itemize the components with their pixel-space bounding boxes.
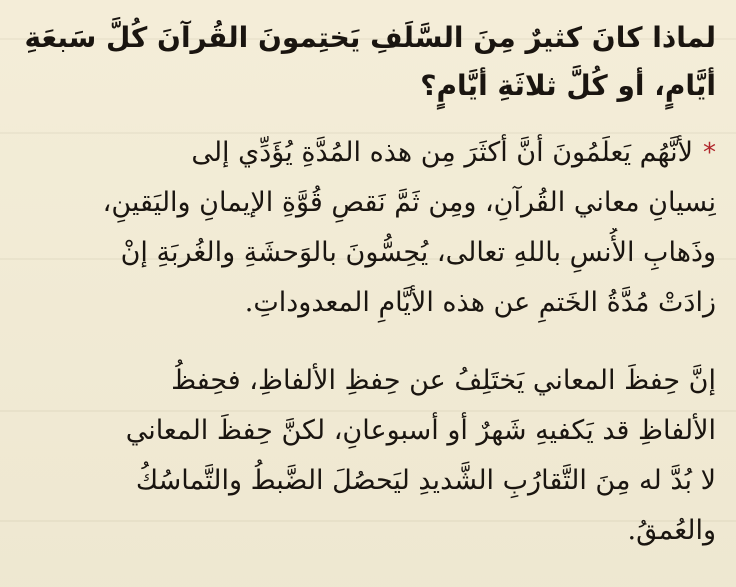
star-marker-icon: *: [703, 138, 716, 168]
paragraph-line: نِسيانِ معاني القُرآنِ، ومِن ثَمَّ نَقصِ قُوَّةِ الإيمانِ واليَقينِ،: [102, 187, 716, 218]
paragraph-line-text: لأنَّهُم يَعلَمُونَ أنَّ أكثَرَ مِن هذه المُدَّةِ يُؤَدِّي إلى: [191, 137, 693, 168]
heading-line: أيَّامٍ، أو كُلَّ ثلاثَةِ أيَّامٍ؟: [420, 69, 716, 102]
answer-paragraph-1: [22, 128, 716, 328]
paragraph-line: [22, 128, 716, 178]
page-text: [22, 14, 716, 556]
paragraph-line: والعُمقُ.: [627, 515, 716, 546]
paragraph-line: وذَهابِ الأُنسِ باللهِ تعالى، يُحِسُّونَ بالوَحشَةِ والغُربَةِ إنْ: [120, 237, 716, 268]
paragraph-line: الألفاظِ قد يَكفيهِ شَهرٌ أو أسبوعانِ، لكنَّ حِفظَ المعاني: [125, 415, 716, 446]
answer-paragraph-2: [22, 356, 716, 556]
paragraph-line: إنَّ حِفظَ المعاني يَختَلِفُ عن حِفظِ الألفاظِ، فحِفظُ: [171, 365, 716, 396]
heading-line: لماذا كانَ كثيرٌ مِنَ السَّلَفِ يَختِمونَ القُرآنَ كُلَّ سَبعَةِ: [24, 21, 716, 54]
question-heading: [22, 14, 716, 110]
paragraph-line: لا بُدَّ له مِنَ التَّقارُبِ الشَّديدِ ليَحصُلَ الضَّبطُ والتَّماسُكُ: [135, 465, 716, 496]
paragraph-line: زادَتْ مُدَّةُ الخَتمِ عن هذه الأيَّامِ المعدوداتِ.: [244, 287, 716, 318]
